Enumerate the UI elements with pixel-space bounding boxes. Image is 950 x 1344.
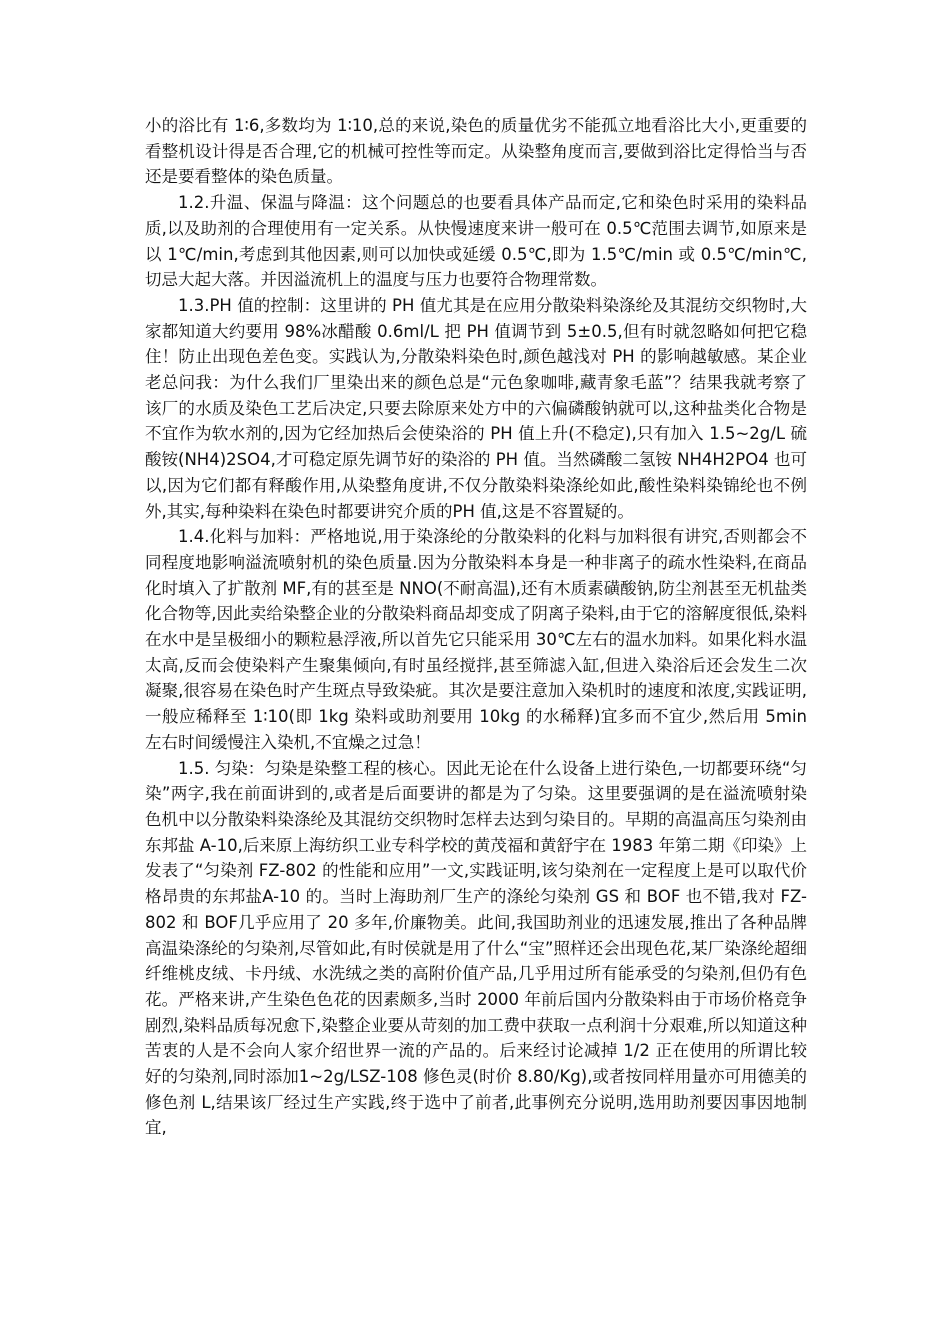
document-page <box>145 113 807 1141</box>
paragraph-ph-control: 1.3.PH 值的控制：这里讲的 PH 值尤其是在应用分散染料染涤纶及其混纺交织物时,大家都知道大约要用 98%冰醋酸 0.6ml/L 把 PH 值调节到 5±0.5,但有时就忽略如何把它稳住！防止出现色差色变。实践认为,分散染料染色时,颜色越浅对 PH 的影响越敏感。某企业老总问我：为什么我们厂里染出来的颜色总是“元色象咖啡,藏青象毛蓝”？结果我就考察了该厂的水质及染色工艺后决定,只要去除原来处方中的六偏磷酸钠就可以,这种盐类化合物是不宜作为软水剂的,因为它经加热后会使染浴的 PH 值上升(不稳定),只有加入 1.5~2g/L 硫酸铵(NH4)2SO4,才可稳定原先调节好的染浴的 PH 值。当然磷酸二氢铵 NH4H2PO4 也可以,因为它们都有释酸作用,从染整角度讲,不仅分散染料染涤纶如此,酸性染料染锦纶也不例外,其实,每种染料在染色时都要讲究介质的PH 值,这是不容置疑的。 <box>145 295 807 521</box>
paragraph-level-dyeing: 1.5. 匀染：匀染是染整工程的核心。因此无论在什么设备上进行染色,一切都要环绕“匀染”两字,我在前面讲到的,或者是后面要讲的都是为了匀染。这里要强调的是在溢流喷射染色机中以分散染料染涤纶及其混纺交织物时怎样去达到匀染目的。早期的高温高压匀染剂由东邦盐 A-10,后来原上海纺织工业专科学校的黄茂福和黄舒宇在 1983 年第二期《印染》上发表了“匀染剂 FZ-802 的性能和应用”一文,实践证明,该匀染剂在一定程度上是可以取代价格昂贵的东邦盐A-10 的。当时上海助剂厂生产的涤纶匀染剂 GS 和 BOF 也不错,我对 FZ-802 和 BOF几乎应用了 20 多年,价廉物美。此间,我国助剂业的迅速发展,推出了各种品牌高温染涤纶的匀染剂,尽管如此,有时侯就是用了什么“宝”照样还会出现色花,某厂染涤纶超细纤维桃皮绒、卡丹绒、水洗绒之类的高附价值产品,几乎用过所有能承受的匀染剂,但仍有色花。严格来讲,产生染色色花的因素颇多,当时 2000 年前后国内分散染料由于市场价格竞争剧烈,染料品质每况愈下,染整企业要从苛刻的加工费中获取一点利润十分艰难,所以知道这种苦衷的人是不会向人家介绍世界一流的产品的。后来经讨论减掉 1/2 正在使用的所谓比较好的匀染剂,同时添加1~2g/LSZ-108 修色灵(时价 8.80/Kg),或者按同样用量亦可用德美的修色剂 L,结果该厂经过生产实践,终于选中了前者,此事例充分说明,选用助剂要因事因地制宜, <box>145 758 807 1138</box>
paragraph-dye-dissolving: 1.4.化料与加料：严格地说,用于染涤纶的分散染料的化料与加料很有讲究,否则都会不同程度地影响溢流喷射机的染色质量.因为分散染料本身是一种非离子的疏水性染料,在商品化时填入了扩散剂 MF,有的甚至是 NNO(不耐高温),还有木质素磺酸钠,防尘剂甚至无机盐类化合物等,因此卖给染整企业的分散染料商品却变成了阴离子染料,由于它的溶解度很低,染料在水中是呈极细小的颗粒悬浮液,所以首先它只能采用 30℃左右的温水加料。如果化料水温太高,反而会使染料产生聚集倾向,有时虽经搅拌,甚至筛滤入缸,但进入染浴后还会发生二次凝聚,很容易在染色时产生斑点导致染疵。其次是要注意加入染机时的速度和浓度,实践证明,一般应稀释至 1∶10(即 1kg 染料或助剂要用 10kg 的水稀释)宜多而不宜少,然后用 5min 左右时间缓慢注入染机,不宜燥之过急！ <box>145 527 807 752</box>
paragraph-bath-ratio: 小的浴比有 1∶6,多数均为 1∶10,总的来说,染色的质量优劣不能孤立地看浴比大小,更重要的看整机设计得是否合理,它的机械可控性等而定。从染整角度而言,要做到浴比定得恰当与否还是要看整体的染色质量。 <box>145 116 807 187</box>
paragraph-temperature-control: 1.2.升温、保温与降温：这个问题总的也要看具体产品而定,它和染色时采用的染料品质,以及助剂的合理使用有一定关系。从快慢速度来讲一般可在 0.5℃范围去调节,如原来是以 1℃/min,考虑到其他因素,则可以加快或延缓 0.5℃,即为 1.5℃/min 或 0.5℃/min℃,切忌大起大落。并因溢流机上的温度与压力也要符合物理常数。 <box>145 193 807 290</box>
